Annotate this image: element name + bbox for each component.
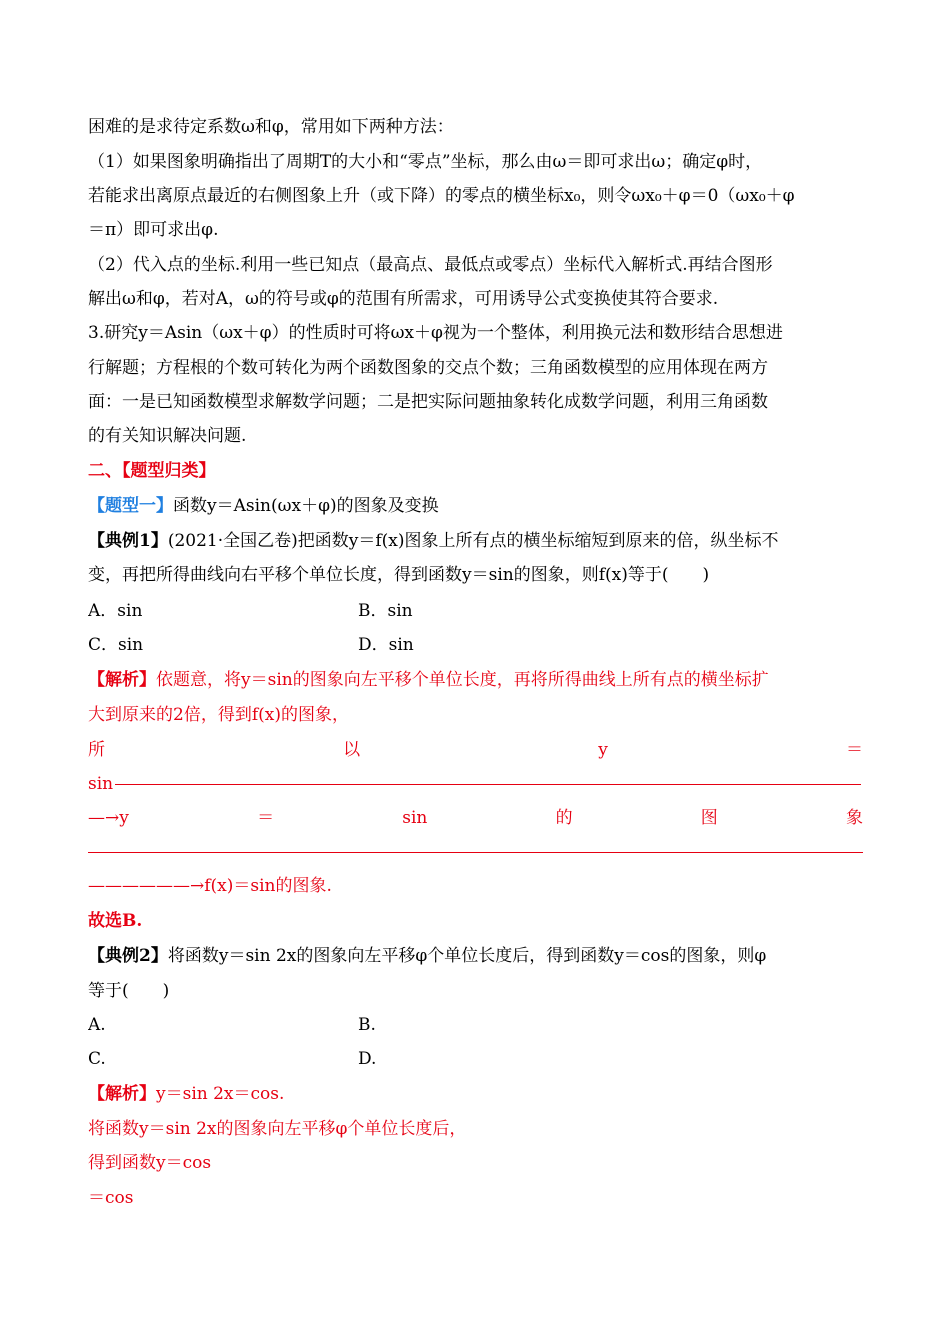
text-line: 行解题；方程根的个数可转化为两个函数图象的交点个数；三角函数模型的应用体现在两方 [88, 358, 768, 378]
example-1-stem-2: 变，再把所得曲线向右平移个单位长度，得到函数y＝sin的图象，则f(x)等于( ) [88, 565, 710, 585]
solution-arrow-line [88, 773, 863, 795]
word: ＝ [257, 808, 275, 828]
text-line: 解出ω和φ，若对A，ω的符号或φ的范围有所需求，可用诱导公式变换使其符合要求. [88, 289, 719, 309]
word: —→y [88, 808, 129, 828]
solution-line: 将函数y＝sin 2x的图象向左平移φ个单位长度后， [88, 1119, 467, 1139]
topic-text: 函数y＝Asin(ωx＋φ)的图象及变换 [173, 496, 439, 516]
word: sin [402, 808, 428, 828]
option-row [88, 1014, 863, 1036]
example-1-stem [88, 530, 863, 552]
text-line: 若能求出离原点最近的右侧图象上升（或下降）的零点的横坐标x₀，则令ωx₀＋φ＝0（ωx₀＋φ [88, 186, 795, 206]
arrow-rule [115, 773, 861, 785]
arrow-rule [88, 841, 863, 853]
word: 以 [343, 740, 361, 760]
option-row [88, 1048, 863, 1070]
solution-line: ——————→f(x)＝sin的图象. [88, 876, 332, 896]
text-line: 3.研究y＝Asin（ωx＋φ）的性质时可将ωx＋φ视为一个整体，利用换元法和数形结合思想进 [88, 323, 783, 343]
word: y [598, 740, 608, 760]
option-d: D. [358, 1049, 377, 1069]
topic-tag: 【题型一】 [88, 496, 173, 516]
example-tag: 【典例2】 [88, 946, 168, 966]
solution-line: 大到原来的2倍，得到f(x)的图象， [88, 705, 349, 725]
answer: 故选B. [88, 911, 143, 931]
option-d: D．sin [358, 635, 414, 655]
word: 的 [555, 808, 573, 828]
word: sin [88, 774, 114, 794]
text-line: （2）代入点的坐标.利用一些已知点（最高点、最低点或零点）坐标代入解析式.再结合图形 [88, 255, 773, 275]
option-b: B．sin [358, 601, 413, 621]
word: 象 [846, 808, 863, 828]
solution-text: y＝sin 2x＝cos. [156, 1084, 285, 1104]
text-line: （1）如果图象明确指出了周期T的大小和“零点”坐标，那么由ω＝即可求出ω；确定φ时， [88, 152, 763, 172]
option-b: B. [358, 1015, 376, 1035]
solution-arrow-line [88, 841, 863, 853]
section-title: 二、【题型归类】 [88, 461, 216, 481]
solution-line: 得到函数y＝cos [88, 1153, 212, 1173]
option-a: A. [88, 1015, 106, 1035]
example-text: (2021·全国乙卷)把函数y＝f(x)图象上所有点的横坐标缩短到原来的倍，纵坐标不 [167, 531, 779, 551]
word: ＝ [845, 740, 863, 760]
solution-1 [88, 669, 863, 691]
word: 图 [700, 808, 718, 828]
solution-spaced-line [88, 739, 863, 761]
topic-heading [88, 495, 863, 517]
example-text: 将函数y＝sin 2x的图象向左平移φ个单位长度后，得到函数y＝cos的图象，则φ [167, 946, 767, 966]
example-2-stem [88, 945, 863, 967]
example-2-stem-2: 等于( ) [88, 981, 170, 1001]
solution-line: ＝cos [88, 1188, 134, 1208]
option-c: C．sin [88, 635, 144, 655]
word: 所 [88, 740, 105, 760]
example-tag: 【典例1】 [88, 531, 168, 551]
option-row [88, 634, 863, 656]
text-line: 困难的是求待定系数ω和φ，常用如下两种方法： [88, 117, 454, 137]
solution-text: 依题意，将y＝sin的图象向左平移个单位长度，再将所得曲线上所有点的横坐标扩 [156, 670, 769, 690]
text-line: ＝π）即可求出φ. [88, 220, 219, 240]
solution-2 [88, 1083, 863, 1105]
text-line: 的有关知识解决问题. [88, 426, 247, 446]
option-a: A．sin [88, 601, 143, 621]
option-row [88, 600, 863, 622]
solution-spaced-line [88, 807, 863, 829]
option-c: C. [88, 1049, 106, 1069]
solution-tag: 【解析】 [88, 1084, 156, 1104]
solution-tag: 【解析】 [88, 670, 156, 690]
text-line: 面：一是已知函数模型求解数学问题；二是把实际问题抽象转化成数学问题，利用三角函数 [88, 392, 768, 412]
